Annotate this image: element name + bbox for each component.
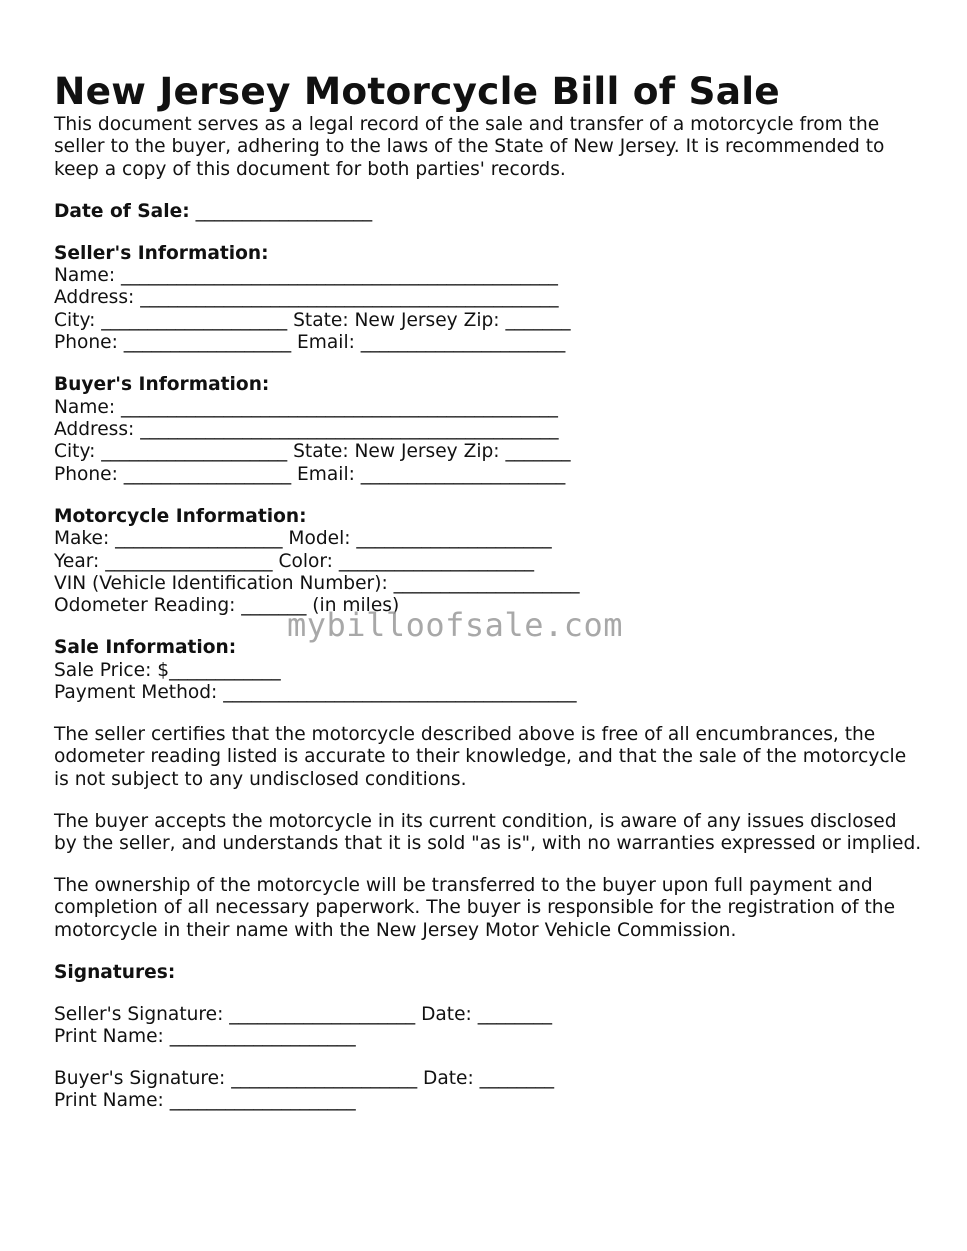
buyer-signature-line: Buyer's Signature: ____________________ Date: ________: [54, 1067, 555, 1089]
buyer-name-line: Name: _______________________________________________: [54, 396, 558, 418]
seller-print-name-line: Print Name: ____________________: [54, 1026, 356, 1047]
date-of-sale-line: [54, 201, 924, 223]
sale-heading: Sale Information:: [54, 637, 237, 659]
intro-paragraph: This document serves as a legal record of the sale and transfer of a motorcycle from the seller to the buyer, adhering to the laws of the State of New Jersey. It is recommended to keep a copy of this document for both parties' records.: [54, 114, 885, 180]
payment-method-line: Payment Method: ______________________________________: [54, 682, 577, 704]
buyer-acceptance-paragraph: The buyer accepts the motorcycle in its current condition, is aware of any issues disclosed by the seller, and understands that it is sold "as is", with no warranties expressed or implied.: [54, 810, 922, 855]
vin-line: VIN (Vehicle Identification Number): ____________________: [54, 572, 580, 594]
buyer-print-name-line: Print Name: ____________________: [54, 1090, 356, 1112]
buyer-address-line: Address: _____________________________________________: [54, 418, 559, 440]
document-page: [54, 68, 924, 1113]
sale-price-line: Sale Price: $____________: [54, 659, 281, 681]
motorcycle-heading: Motorcycle Information:: [54, 505, 307, 527]
seller-address-line: Address: _____________________________________________: [54, 287, 559, 309]
seller-signature-line: Seller's Signature: ____________________ Date: ________: [54, 1003, 553, 1025]
seller-heading: Seller's Information:: [54, 242, 269, 264]
date-of-sale-label: Date of Sale:: [54, 200, 190, 222]
ownership-transfer-paragraph: The ownership of the motorcycle will be transferred to the buyer upon full payment and completion of all necessary paperwork. The buyer is responsible for the registration of the motorcycle in their name with the New Jersey Motor Vehicle Commission.: [54, 874, 896, 941]
seller-city-state-zip-line: City: ____________________ State: New Jersey Zip: _______: [54, 309, 571, 331]
buyer-heading: Buyer's Information:: [54, 374, 270, 396]
make-model-line: Make: __________________ Model: _____________________: [54, 528, 552, 550]
document-title: New Jersey Motorcycle Bill of Sale: [54, 69, 780, 113]
year-color-line: Year: __________________ Color: _____________________: [54, 550, 535, 572]
buyer-city-state-zip-line: City: ____________________ State: New Jersey Zip: _______: [54, 441, 571, 463]
seller-certification-paragraph: The seller certifies that the motorcycle described above is free of all encumbrances, the odometer reading listed is accurate to their knowledge, and that the sale of the motorcycle is not subject to any undisclosed conditions.: [54, 723, 907, 790]
buyer-phone-email-line: Phone: __________________ Email: ______________________: [54, 463, 566, 485]
date-of-sale-blank: ___________________: [189, 200, 373, 222]
watermark: mybilloofsale.com: [287, 606, 624, 644]
odometer-line: Odometer Reading: _______ (in miles): [54, 595, 400, 617]
seller-phone-email-line: Phone: __________________ Email: ______________________: [54, 332, 566, 354]
signatures-heading: Signatures:: [54, 961, 176, 983]
seller-name-line: Name: _______________________________________________: [54, 265, 558, 287]
